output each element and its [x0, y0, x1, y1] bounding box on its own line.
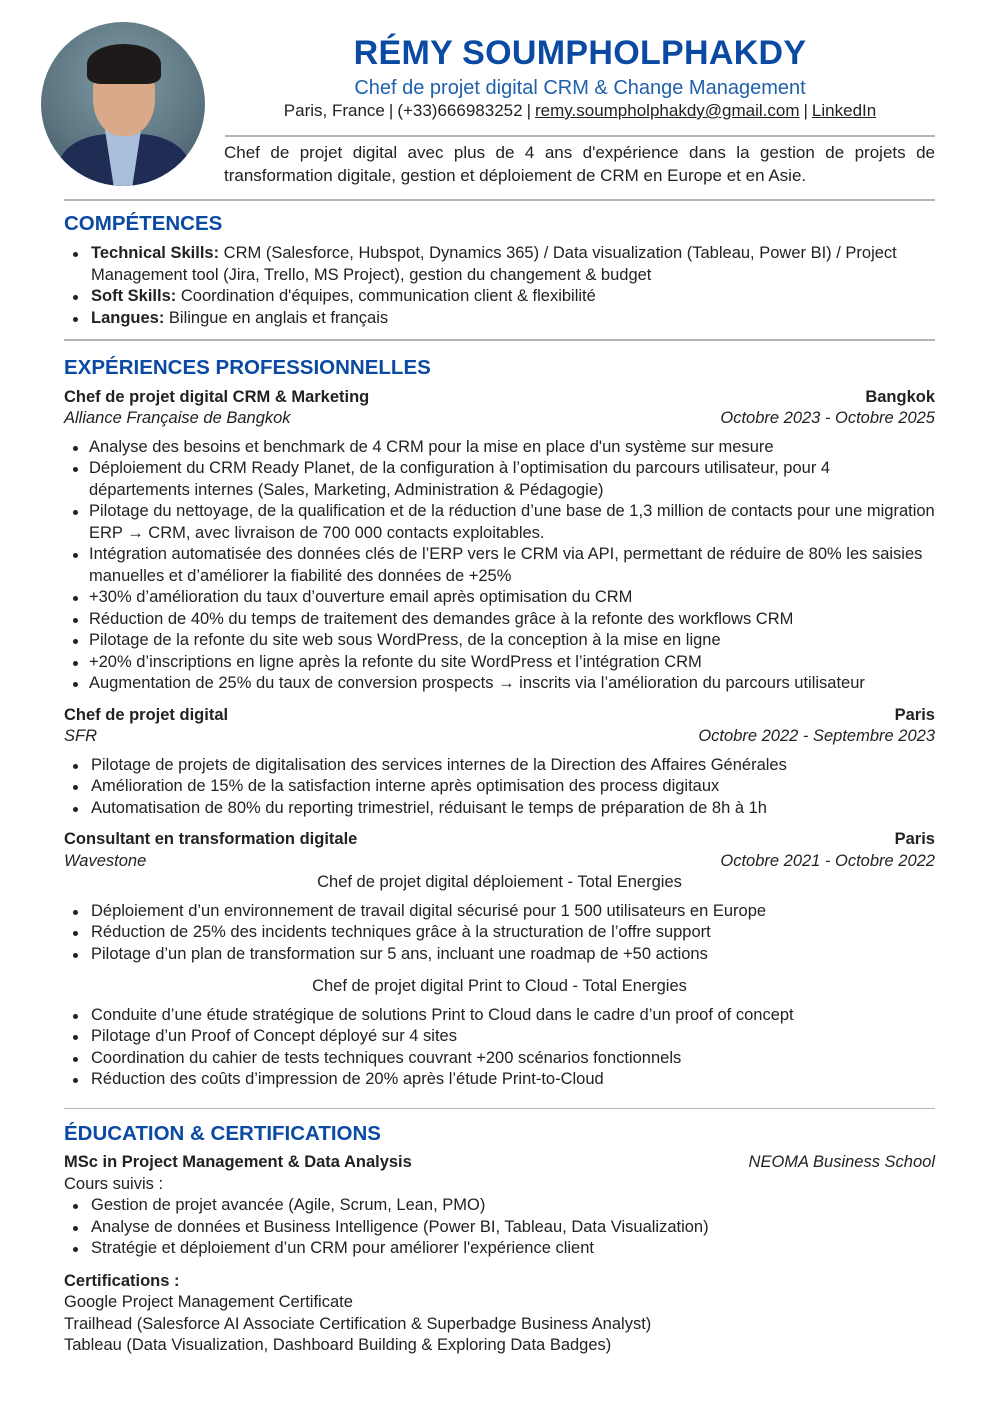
- profile-photo: [41, 22, 205, 186]
- job-dates: Octobre 2021 - Octobre 2022: [720, 851, 935, 870]
- job-subheader: [64, 726, 935, 748]
- job-entry: [64, 705, 935, 820]
- certification-item: Tableau (Data Visualization, Dashboard Building & Exploring Data Badges): [64, 1336, 612, 1354]
- job-entry: [64, 829, 935, 1091]
- section-heading-experience: EXPÉRIENCES PROFESSIONNELLES: [64, 355, 431, 379]
- school: NEOMA Business School: [748, 1153, 935, 1171]
- certification-item: Trailhead (Salesforce AI Associate Certification & Superbadge Business Analyst): [64, 1314, 652, 1333]
- job-bullet: Réduction des coûts d’impression de 20% après l’étude Print-to-Cloud: [64, 1069, 935, 1091]
- job-location: Bangkok: [865, 387, 935, 406]
- skill-item: [64, 286, 935, 308]
- divider: [64, 339, 935, 341]
- job-bullet: Pilotage d’un plan de transformation sur 5 ans, incluant une roadmap de +50 actions: [64, 944, 935, 966]
- job-dates: Octobre 2023 - Octobre 2025: [720, 409, 935, 427]
- certifications-list: [64, 1292, 935, 1357]
- skill-label: Langues:: [91, 308, 165, 327]
- job-bullet: Réduction de 40% du temps de traitement des demandes grâce à la refonte des workflows CRM: [64, 609, 935, 631]
- certifications-label: Certifications :: [64, 1271, 180, 1290]
- job-subheader: [64, 851, 935, 873]
- skill-item: [64, 243, 935, 286]
- candidate-name: RÉMY SOUMPHOLPHAKDY: [353, 34, 807, 72]
- project-subtitle: Chef de projet digital Print to Cloud - Total Energies: [312, 977, 687, 995]
- job-bullet: Pilotage de la refonte du site web sous WordPress, de la conception à la mise en ligne: [64, 630, 935, 652]
- job-header: [64, 829, 935, 851]
- job-company: SFR: [64, 727, 97, 745]
- certification-item: Google Project Management Certificate: [64, 1293, 353, 1311]
- job-location: Paris: [894, 830, 935, 848]
- summary: Chef de projet digital avec plus de 4 ans d'expérience dans la gestion de projets de transformation digitale, gestion et déploiement de CRM en Europe et en Asie.: [224, 143, 935, 185]
- skill-item: [64, 308, 935, 330]
- job-location: Paris: [894, 705, 935, 724]
- job-bullets: [64, 901, 935, 966]
- job-bullets: [64, 755, 935, 820]
- project-subtitle: Chef de projet digital déploiement - Total Energies: [317, 873, 682, 891]
- separator: |: [803, 101, 808, 120]
- job-dates: Octobre 2022 - Septembre 2023: [698, 727, 935, 745]
- course-item: Gestion de projet avancée (Agile, Scrum, Lean, PMO): [64, 1195, 935, 1217]
- location: Paris, France: [283, 101, 385, 120]
- email-link[interactable]: remy.soumpholphakdy@gmail.com: [535, 101, 800, 120]
- divider: [225, 135, 935, 137]
- divider: [64, 1108, 935, 1110]
- main-content: [64, 211, 935, 1357]
- job-role: Chef de projet digital: [64, 705, 229, 724]
- job-bullet: Augmentation de 25% du taux de conversion prospects → inscrits via l’amélioration du parcours utilisateur: [64, 673, 935, 695]
- job-bullet: Pilotage d’un Proof of Concept déployé sur 4 sites: [64, 1026, 935, 1048]
- skill-text: CRM (Salesforce, Hubspot, Dynamics 365) / Data visualization (Tableau, Power BI) / Project Management tool (Jira, Trello, MS Project), gestion du changement & budget: [91, 244, 897, 284]
- skill-text: Bilingue en anglais et français: [164, 308, 389, 327]
- job-company: Wavestone: [64, 851, 147, 870]
- job-role: Consultant en transformation digitale: [64, 830, 358, 848]
- job-entry: [64, 387, 935, 695]
- linkedin-link[interactable]: LinkedIn: [811, 101, 877, 120]
- section-heading-education: ÉDUCATION & CERTIFICATIONS: [64, 1122, 381, 1145]
- course-item: Analyse de données et Business Intelligence (Power BI, Tableau, Data Visualization): [64, 1217, 935, 1239]
- degree: MSc in Project Management & Data Analysis: [64, 1153, 412, 1171]
- job-bullet: +20% d’inscriptions en ligne après la refonte du site WordPress et l’intégration CRM: [64, 652, 935, 674]
- skills-list: [64, 243, 935, 329]
- job-header: [64, 387, 935, 409]
- job-bullet: Amélioration de 15% de la satisfaction interne après optimisation des process digitaux: [64, 776, 935, 798]
- skill-label: Technical Skills:: [91, 244, 220, 262]
- job-bullet: Automatisation de 80% du reporting trimestriel, réduisant le temps de préparation de 8h à 1h: [64, 798, 935, 820]
- separator: |: [388, 101, 394, 120]
- job-role: Chef de projet digital CRM & Marketing: [64, 387, 370, 406]
- job-bullet: +30% d’amélioration du taux d’ouverture email après optimisation du CRM: [64, 587, 935, 609]
- skill-text: Coordination d'équipes, communication client & flexibilité: [176, 287, 596, 305]
- job-subheader: [64, 408, 935, 430]
- course-item: Stratégie et déploiement d’un CRM pour améliorer l'expérience client: [64, 1238, 935, 1260]
- job-bullet: Réduction de 25% des incidents techniques grâce à la structuration de l’offre support: [64, 922, 935, 944]
- job-bullet: Pilotage du nettoyage, de la qualification et de la réduction d’une base de 1,3 million de contacts pour une migration ERP → CRM, avec livraison de 700 000 contacts exploitables.: [64, 501, 935, 544]
- job-bullet: Intégration automatisée des données clés de l’ERP vers le CRM via API, permettant de réduire de 80% les saisies manuelles et d’améliorer la fiabilité des données de +25%: [64, 544, 935, 587]
- job-bullet: Déploiement du CRM Ready Planet, de la configuration à l’optimisation du parcours utilisateur, pour 4 départements internes (Sales, Marketing, Administration & Pédagogie): [64, 458, 935, 501]
- job-bullet: Analyse des besoins et benchmark de 4 CRM pour la mise en place d'un système sur mesure: [64, 437, 935, 459]
- section-heading-skills: COMPÉTENCES: [64, 212, 223, 235]
- job-bullet: Déploiement d’un environnement de travail digital sécurisé pour 1 500 utilisateurs en Europe: [64, 901, 935, 923]
- courses-label: Cours suivis :: [64, 1174, 164, 1193]
- skill-label: Soft Skills:: [91, 287, 177, 305]
- experience-list: [64, 387, 935, 1091]
- job-title: Chef de projet digital CRM & Change Management: [354, 77, 806, 99]
- contact-line: [225, 101, 935, 121]
- job-bullets: [64, 1005, 935, 1091]
- separator: |: [526, 101, 531, 120]
- courses-list: [64, 1195, 935, 1260]
- job-bullet: Pilotage de projets de digitalisation des services internes de la Direction des Affaires Générales: [64, 755, 935, 777]
- job-header: [64, 705, 935, 727]
- divider: [64, 199, 935, 201]
- job-bullet: Conduite d’une étude stratégique de solutions Print to Cloud dans le cadre d’un proof of concept: [64, 1005, 935, 1027]
- job-company: Alliance Française de Bangkok: [64, 409, 291, 427]
- phone: (+33)666983252: [397, 101, 523, 120]
- degree-row: [64, 1152, 935, 1174]
- job-bullet: Coordination du cahier de tests techniques couvrant +200 scénarios fonctionnels: [64, 1048, 935, 1070]
- job-bullets: [64, 437, 935, 695]
